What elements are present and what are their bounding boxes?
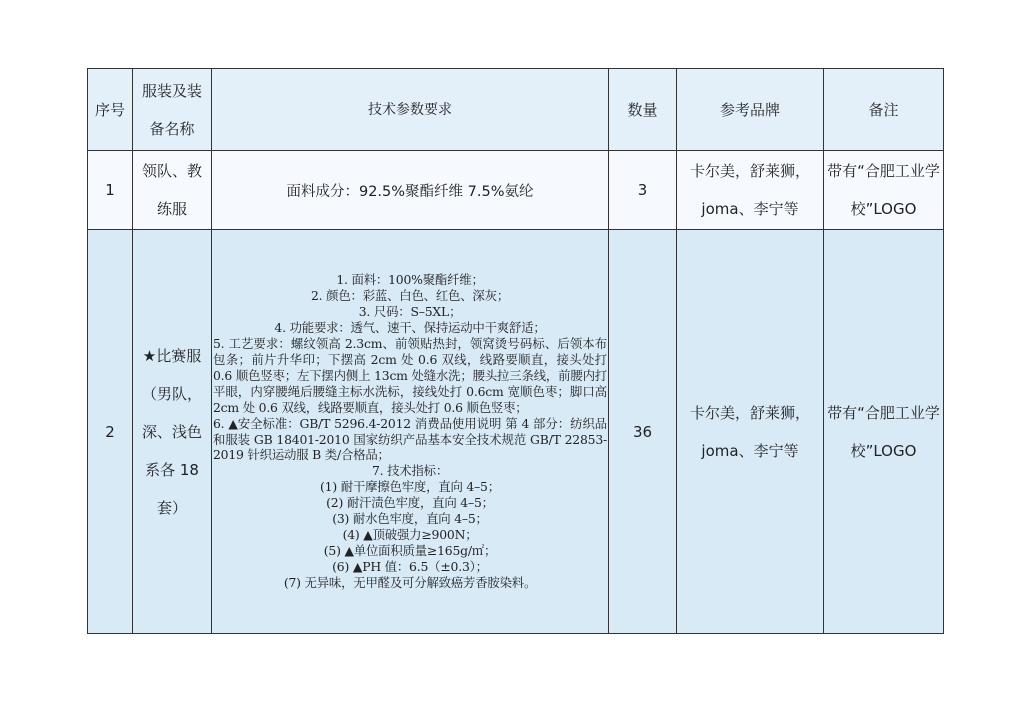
header-note: 备注	[824, 69, 944, 151]
spec-paragraph: 5. 工艺要求：螺纹领高 2.3cm、前领贴热封，领窝烫号码标、后领本布包条；前片升华印；下摆高 2cm 处 0.6 双线，线路要顺直，接头处打 0.6 顺色竖枣；左下摆内侧上 13cm 处缝水洗；腰头拉三条线，前腰内打平眼，内穿腰绳后腰缝主标水洗标，接线处打 0.6cm 宽顺色枣；脚口高 2cm 处 0.6 双线，线路要顺直，接头处打 0.6 顺色竖枣；	[213, 336, 607, 415]
spec-line: (6) ▲PH 值：6.5（±0.3）；	[332, 558, 488, 574]
row-brand	[677, 151, 824, 230]
row-quantity: 3	[609, 151, 677, 230]
row-quantity: 36	[609, 230, 677, 634]
spec-line: (5) ▲单位面积质量≥165g/㎡；	[323, 542, 497, 558]
header-index: 序号	[88, 69, 133, 151]
spec-paragraph: 6. ▲安全标准：GB/T 5296.4-2012 消费品使用说明 第 4 部分：纺织品和服装 GB 18401-2010 国家纺织产品基本安全技术规范 GB/T 22853-2019 针织运动服 B 类/合格品；	[213, 415, 607, 463]
spec-line: 2. 颜色：彩蓝、白色、红色、深灰；	[310, 288, 510, 304]
row-item-name	[133, 230, 212, 634]
spec-list	[212, 272, 608, 590]
table-header-row	[88, 69, 944, 151]
row-note	[824, 151, 944, 230]
table-row	[88, 151, 944, 230]
row-brand-text: 卡尔美，舒莱狮，joma、李宁等	[689, 403, 810, 460]
row-brand-text: 卡尔美，舒莱狮，joma、李宁等	[689, 162, 810, 218]
row-spec	[212, 151, 609, 230]
row-spec-text: 面料成分：92.5%聚酯纤维 7.5%氨纶	[286, 183, 534, 200]
spec-line: (3) 耐水色牢度，直向 4–5；	[332, 511, 488, 527]
header-quantity: 数量	[609, 69, 677, 151]
spec-line: 1. 面料：100%聚酯纤维；	[336, 272, 484, 288]
row-note-text: 带有“合肥工业学校”LOGO	[827, 403, 940, 460]
table-row	[88, 230, 944, 634]
header-spec: 技术参数要求	[212, 69, 609, 151]
spec-line: (2) 耐汗渍色牢度，直向 4–5；	[326, 495, 494, 511]
header-item-name	[133, 69, 212, 151]
row-item-name-text: 领队、教练服	[141, 162, 202, 218]
row-note	[824, 230, 944, 634]
equipment-spec-table	[87, 68, 944, 634]
row-index: 1	[88, 151, 133, 230]
spec-line: (1) 耐干摩擦色牢度，直向 4–5；	[320, 479, 500, 495]
row-note-text: 带有“合肥工业学校”LOGO	[827, 162, 940, 218]
row-index: 2	[88, 230, 133, 634]
row-brand	[677, 230, 824, 634]
spec-line: 4. 功能要求：透气、速干、保持运动中干爽舒适；	[274, 320, 546, 336]
row-item-name-text: ★比赛服（男队，深、浅色系各 18 套）	[141, 346, 202, 517]
row-spec	[212, 230, 609, 634]
spec-line: 7. 技术指标：	[371, 463, 449, 479]
spec-line: (7) 无异味，无甲醛及可分解致癌芳香胺染料。	[283, 574, 537, 590]
header-brand: 参考品牌	[677, 69, 824, 151]
row-item-name	[133, 151, 212, 230]
spec-line: (4) ▲顶破强力≥900N；	[342, 526, 478, 542]
header-item-name-text: 服装及装备名称	[141, 81, 202, 138]
spec-line: 3. 尺码：S–5XL；	[358, 304, 462, 320]
